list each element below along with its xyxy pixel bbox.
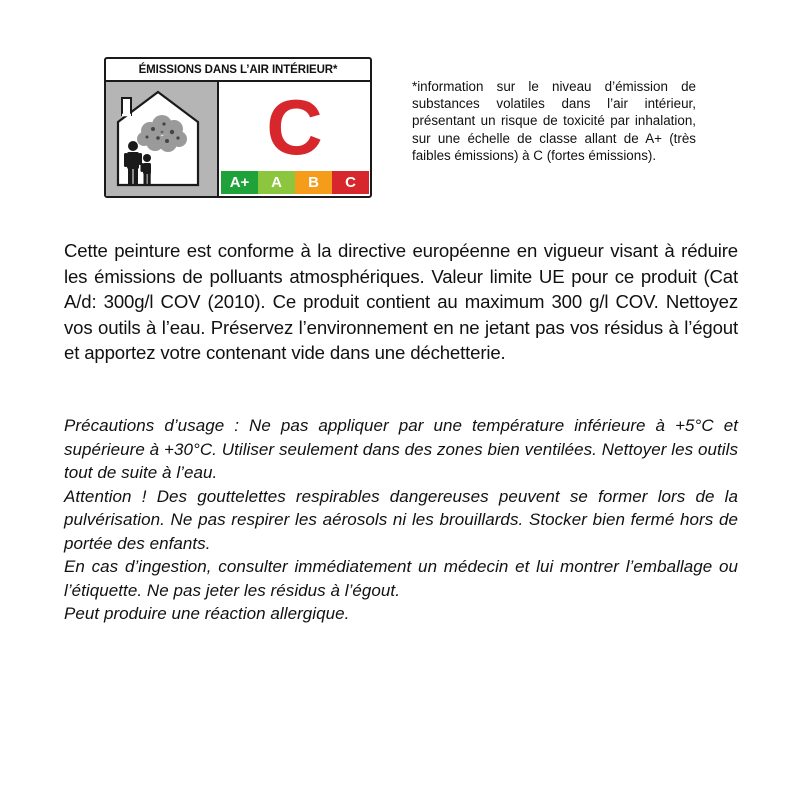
compliance-paragraph: Cette peinture est conforme à la directive européenne en vigueur visant à réduire les émissions de polluants atmosphériques. Valeur limite UE pour ce produit (Cat A/d: 300g/l COV (2010). Ce produit contient au maximum 300 g/l COV. Nettoyez vos outils à l’eau. Préservez l’environnement en ne jetant pas vos résidus à l’égout et apportez votre contenant vide dans une déchetterie. [64, 240, 738, 363]
emissions-label [104, 57, 372, 198]
precaution-paragraph: En cas d’ingestion, consulter immédiatement un médecin et lui montrer l’emballage ou l’étiquette. Ne pas jeter les résidus à l’égout. [64, 557, 738, 600]
house-with-people-icon [106, 82, 217, 196]
grade-area [219, 82, 370, 196]
precaution-paragraph: Attention ! Des gouttelettes respirables dangereuses peuvent se former lors de la pulvérisation. Ne pas respirer les aérosols ni les brouillards. Stocker bien fermé hors de portée des enfants. [64, 486, 738, 553]
precaution-paragraph: Peut produire une réaction allergique. [64, 604, 350, 623]
emissions-label-title: ÉMISSIONS DANS L’AIR INTÉRIEUR* [106, 59, 370, 82]
precautions-block [64, 414, 738, 626]
grade-scale-cell: B [295, 171, 332, 194]
grade-scale [221, 171, 369, 194]
grade-scale-cell: A [258, 171, 295, 194]
label-footnote: *information sur le niveau d’émission de substances volatiles dans l’air intérieur, présentant un risque de toxicité par inhalation, sur une échelle de classe allant de A+ (très faibles émissions) à C (fortes émissions). [412, 79, 696, 163]
grade-scale-cell: C [332, 171, 369, 194]
precaution-paragraph: Précautions d’usage : Ne pas appliquer par une température inférieure à +5°C et supérieure à +30°C. Utiliser seulement dans des zones bien ventilées. Nettoyer les outils tout de suite à l’eau. [64, 416, 738, 482]
house-illustration [106, 82, 219, 196]
emission-grade: C [266, 83, 323, 171]
grade-scale-cell: A+ [221, 171, 258, 194]
